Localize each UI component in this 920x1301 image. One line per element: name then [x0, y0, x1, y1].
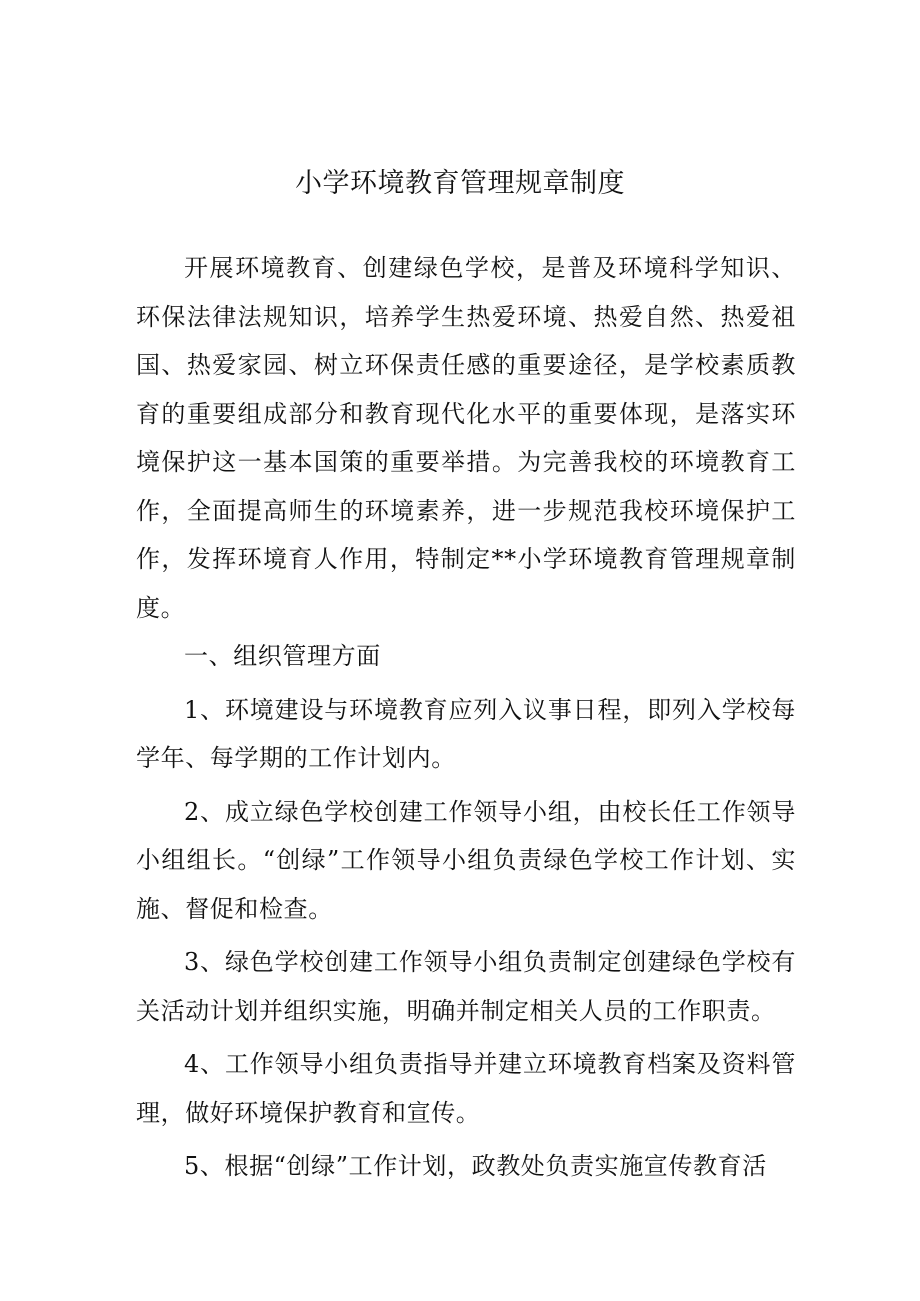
rule-item-4: 4、工作领导小组负责指导并建立环境教育档案及资料管理，做好环境保护教育和宣传。	[136, 1050, 796, 1127]
rule-item-3: 3、绿色学校创建工作领导小组负责制定创建绿色学校有关活动计划并组织实施，明确并制定相关人员的工作职责。	[136, 948, 796, 1025]
rule-item-2: 2、成立绿色学校创建工作领导小组，由校长任工作领导小组组长。“创绿”工作领导小组负责绿色学校工作计划、实施、督促和检查。	[136, 797, 796, 923]
rule-item-1: 1、环境建设与环境教育应列入议事日程，即列入学校每学年、每学期的工作计划内。	[136, 695, 796, 772]
rule-item-5: 5、根据“创绿”工作计划，政教处负责实施宣传教育活	[184, 1152, 767, 1180]
document-title: 小学环境教育管理规章制度	[295, 168, 625, 199]
intro-paragraph: 开展环境教育、创建绿色学校，是普及环境科学知识、环保法律法规知识，培养学生热爱环境、热爱自然、热爱祖国、热爱家园、树立环保责任感的重要途径，是学校素质教育的重要组成部分和教育现代化水平的重要体现，是落实环境保护这一基本国策的重要举措。为完善我校的环境教育工作，全面提高师生的环境素养，进一步规范我校环境保护工作，发挥环境育人作用，特制定**小学环境教育管理规章制度。	[136, 254, 796, 622]
document-body	[136, 244, 796, 1191]
section-heading-organization: 一、组织管理方面	[184, 642, 381, 670]
